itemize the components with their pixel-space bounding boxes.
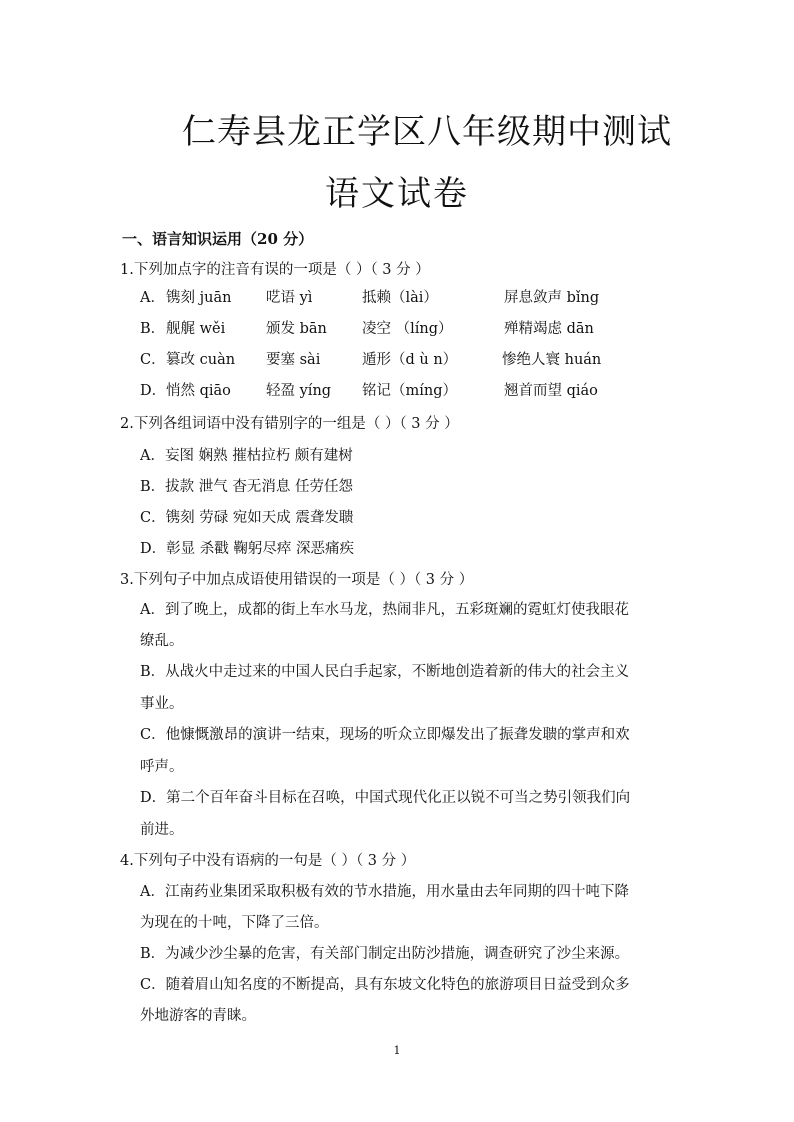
question-4-stem: 4.下列句子中没有语病的一句是（ ）（ 3 分 ）: [120, 853, 416, 869]
q4-option-a-cont: 为现在的十吨，下降了三倍。: [140, 915, 329, 931]
q3-option-b-cont: 事业。: [140, 696, 184, 712]
q1-item: 屏息敛声 bǐng: [504, 290, 600, 306]
exam-title: 仁寿县龙正学区八年级期中测试: [182, 112, 672, 152]
q1-row-label: A．: [140, 290, 165, 306]
q3-option-c-cont: 呼声。: [140, 759, 184, 775]
q2-option-b: B．拔款 泄气 杳无消息 任劳任怨: [140, 479, 353, 495]
q1-item: 要塞 sài: [266, 352, 321, 368]
q1-item: 轻盈 yíng: [266, 383, 332, 399]
q1-item: 镌刻 juān: [166, 290, 232, 306]
q1-row-label: C．: [140, 352, 166, 368]
question-3-stem: 3.下列句子中加点成语使用错误的一项是（ ）（ 3 分 ）: [120, 572, 474, 588]
q2-option-c: C．镌刻 劳碌 宛如天成 震聋发聩: [140, 510, 354, 526]
q3-option-a: A．到了晚上，成都的街上车水马龙，热闹非凡，五彩斑斓的霓虹灯使我眼花: [140, 602, 629, 618]
q4-option-c-cont: 外地游客的青睐。: [140, 1008, 256, 1024]
q1-row-label: D．: [140, 383, 167, 399]
q2-option-a: A．妄图 娴熟 摧枯拉朽 颇有建树: [140, 448, 353, 464]
q1-item: 抵赖（lài）: [362, 290, 438, 306]
q1-item: 翘首而望 qiáo: [504, 383, 598, 399]
question-1-stem: 1.下列加点字的注音有误的一项是（ ）（ 3 分 ）: [120, 262, 430, 278]
q1-item: 舰艉 wěi: [166, 321, 226, 337]
q3-option-b: B．从战火中走过来的中国人民白手起家，不断地创造着新的伟大的社会主义: [140, 664, 630, 680]
q1-item: 颁发 bān: [266, 321, 327, 337]
q4-option-a: A．江南药业集团采取积极有效的节水措施，用水量由去年同期的四十吨下降: [140, 884, 629, 900]
q1-item: 铭记（míng）: [362, 383, 458, 399]
page-number: 1: [393, 1044, 401, 1057]
q3-option-d-cont: 前进。: [140, 822, 184, 838]
q3-option-d: D．第二个百年奋斗目标在召唤，中国式现代化正以锐不可当之势引领我们向: [140, 790, 631, 806]
q1-item: 惨绝人寰 huán: [502, 352, 602, 368]
q1-item: 遁形（d ù n）: [362, 352, 458, 368]
q1-item: 殚精竭虑 dān: [504, 321, 594, 337]
q1-item: 凌空 （líng）: [362, 321, 453, 337]
q4-option-c: C．随着眉山知名度的不断提高，具有东坡文化特色的旅游项目日益受到众多: [140, 977, 630, 993]
q1-row-label: B．: [140, 321, 166, 337]
q3-option-c: C．他慷慨激昂的演讲一结束，现场的听众立即爆发出了振聋发聩的掌声和欢: [140, 727, 630, 743]
exam-subtitle: 语文试卷: [325, 174, 469, 214]
q2-option-d: D．彰显 杀戳 鞠躬尽瘁 深恶痛疾: [140, 541, 354, 557]
q3-option-a-cont: 缭乱。: [140, 633, 184, 649]
q1-item: 悄然 qiāo: [166, 383, 231, 399]
q1-item: 篡改 cuàn: [166, 352, 236, 368]
question-2-stem: 2.下列各组词语中没有错别字的一组是（ ）（ 3 分 ）: [120, 416, 459, 432]
section-heading: 一、语言知识运用（20 分）: [122, 230, 314, 248]
q1-item: 呓语 yì: [266, 290, 313, 306]
q4-option-b: B．为减少沙尘暴的危害，有关部门制定出防沙措施，调查研究了沙尘来源。: [140, 946, 630, 962]
